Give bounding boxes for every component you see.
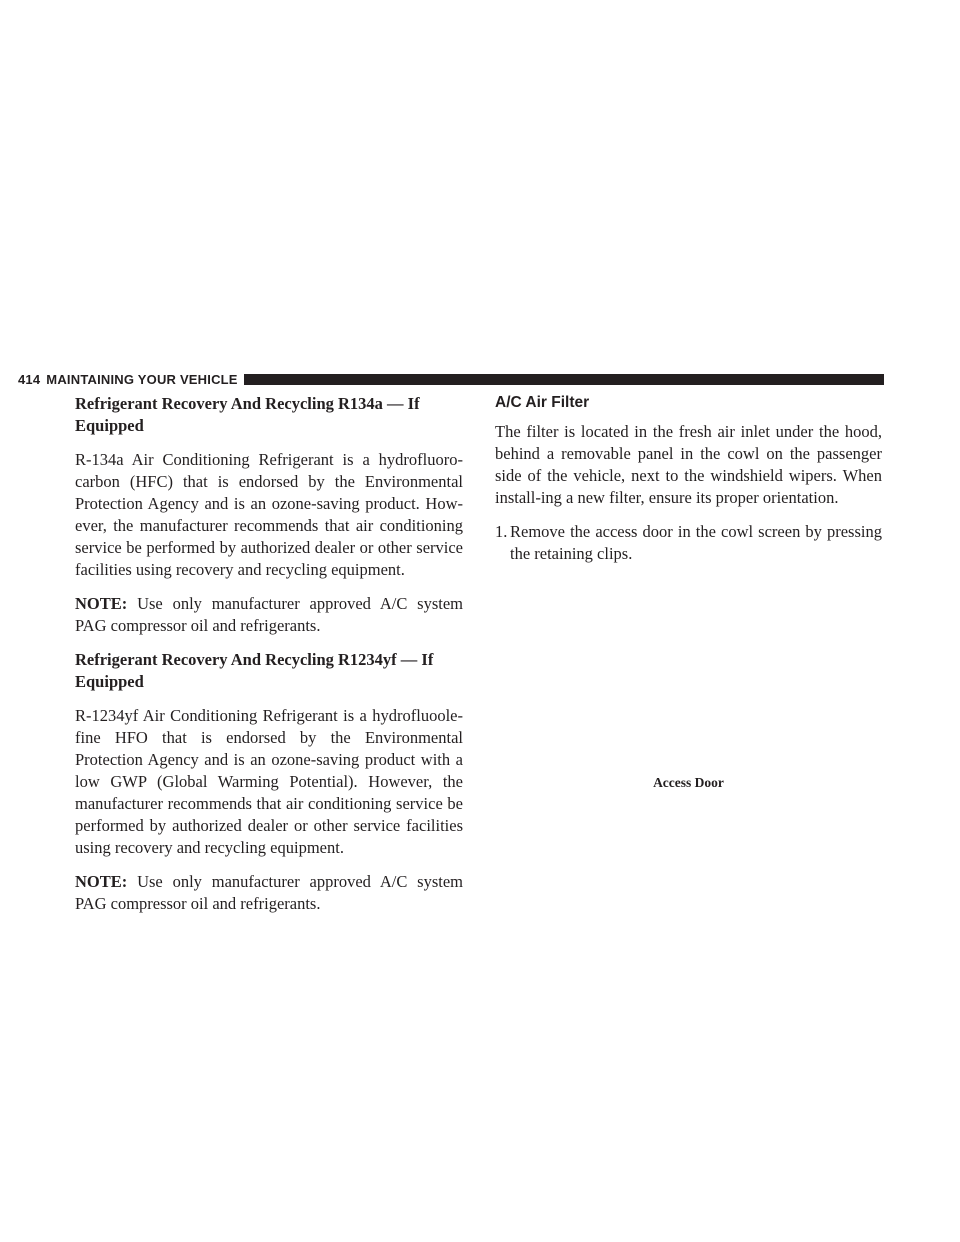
list-item [495, 521, 882, 565]
note-r1234yf [75, 871, 463, 915]
paragraph-r1234yf: R-1234yf Air Conditioning Refrigerant is a hydrofluoole-fine HFO that is endorsed by the Environmental Protection Agency and is an ozone-saving product with a low GWP (Global Warming Potential). However, the manufacturer recommends that air conditioning service be performed by authorized dealer or other service facilities using recovery and recycling equipment. [75, 706, 463, 857]
paragraph-r134a: R-134a Air Conditioning Refrigerant is a hydrofluoro-carbon (HFC) that is endorsed by the Environmental Protection Agency and is an ozone-saving product. How-ever, the manufacturer recommends that air conditioning service be performed by authorized dealer or other service facilities using recovery and recycling equipment. [75, 450, 463, 579]
note-label: NOTE: [75, 594, 128, 613]
header-rule [244, 374, 884, 385]
figure-caption: Access Door [653, 775, 724, 790]
page-header [18, 372, 884, 386]
page-number: 414 [18, 371, 41, 387]
left-column [75, 393, 463, 927]
step-text: Remove the access door in the cowl screen by pressing the retaining clips. [510, 522, 882, 563]
heading-r1234yf: Refrigerant Recovery And Recycling R1234yf — If Equipped [75, 650, 434, 691]
heading-r134a: Refrigerant Recovery And Recycling R134a — If Equipped [75, 394, 420, 435]
paragraph-filter-location: The filter is located in the fresh air inlet under the hood, behind a removable panel in the cowl on the passenger side of the vehicle, next to the windshield wipers. When install-ing a new filter, ensure its proper orientation. [495, 422, 882, 507]
note-text: Use only manufacturer approved A/C system PAG compressor oil and refrigerants. [75, 594, 463, 635]
right-column [495, 393, 882, 565]
step-number: 1. [495, 522, 508, 541]
section-title: MAINTAINING YOUR VEHICLE [46, 371, 238, 387]
note-text: Use only manufacturer approved A/C system PAG compressor oil and refrigerants. [75, 872, 463, 913]
note-label: NOTE: [75, 872, 128, 891]
note-r134a [75, 593, 463, 637]
heading-ac-air-filter: A/C Air Filter [495, 394, 590, 411]
